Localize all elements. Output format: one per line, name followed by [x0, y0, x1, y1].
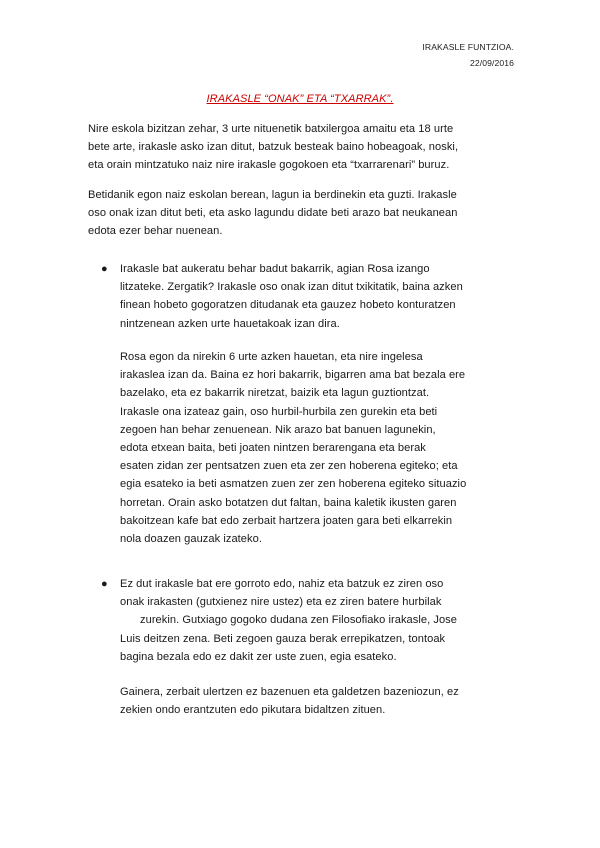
text-line: zegoen han behar zenuenean. Nik arazo bat banuen lagunekin, [120, 423, 436, 436]
text-line: litzateke. Zergatik? Irakasle oso onak izan ditut txikitatik, baina azken [120, 281, 463, 294]
bullet-icon: ● [101, 263, 108, 275]
second-paragraph [88, 186, 528, 241]
text-line: oso onak izan ditut beti, eta asko lagundu didate beti arazo bat neukanean [88, 207, 458, 220]
text-line: zekien ondo erantzuten edo pikutara bidaltzen zituen. [120, 704, 386, 717]
header-label: IRAKASLE FUNTZIOA. [422, 42, 514, 52]
header-date: 22/09/2016 [469, 58, 514, 68]
text-line: esaten zidan zer pentsatzen zuen eta zer zen hoberena egiteko; eta [120, 460, 458, 473]
bullet-icon: ● [101, 578, 108, 590]
text-line: bete arte, irakasle asko izan ditut, batzuk besteak baino hobeagoak, noski, [88, 141, 459, 154]
text-line: horretan. Orain asko botatzen dut faltan, baina kaletik ikusten garen [120, 496, 457, 509]
list-item-2 [120, 575, 530, 666]
text-line: edota ezer behar nuenean. [88, 225, 223, 238]
closing-paragraph [120, 683, 520, 719]
text-line: bagina bezala edo ez dakit zer uste zuen, egia esateko. [120, 650, 397, 663]
text-line: Nire eskola bizitzan zehar, 3 urte nituenetik batxilergoa amaitu eta 18 urte [88, 123, 454, 135]
text-line: irakaslea izan da. Baina ez hori bakarrik, bigarren ama bat bezala ere [120, 369, 466, 382]
page-header [422, 39, 514, 71]
text-line: Luis deitzen zena. Beti zegoen gauza berak errepikatzen, tontoak [120, 632, 446, 645]
text-line: Irakasle ona izateaz gain, oso hurbil-hurbila zen gurekin eta beti [120, 405, 438, 418]
text-line: bazelako, eta ez bakarrik niretzat, baizik eta lagun guztiontzat. [120, 387, 430, 400]
text-line: zurekin. Gutxiago gogoko dudana zen Filosofiako irakasle, Jose [140, 614, 457, 627]
document-title: IRAKASLE “ONAK” ETA “TXARRAK”. [206, 93, 394, 105]
text-line: bakoitzean kafe bat edo zerbait hartzera joaten gara beti elkarrekin [120, 514, 453, 527]
list-item-1 [120, 260, 520, 333]
text-line: egia esateko ia beti asmatzen zuen zer zen hoberena egiteko situazio [120, 478, 467, 491]
text-line: Irakasle bat aukeratu behar badut bakarrik, agian Rosa izango [120, 263, 430, 275]
text-line: Ez dut irakasle bat ere gorroto edo, nahiz eta batzuk ez ziren oso [120, 578, 444, 590]
text-line: Rosa egon da nirekin 6 urte azken hauetan, eta nire ingelesa [120, 351, 423, 363]
text-line: nola doazen gauzak izateko. [120, 533, 262, 546]
text-line: eta orain mintzatuko naiz nire irakasle gogokoen eta “txarrarenari” buruz. [88, 159, 450, 172]
text-line: onak irakasten (gutxienez nire ustez) eta ez ziren batere hurbilak [120, 596, 442, 609]
rosa-paragraph [120, 348, 530, 548]
text-line: finean hobeto gogoratzen ditudanak eta gauzez hobeto konturatzen [120, 299, 456, 312]
text-line: edota etxean baita, beti joaten nintzen berarengana eta berak [120, 442, 426, 455]
intro-paragraph [88, 120, 528, 175]
text-line: Gainera, zerbait ulertzen ez bazenuen eta galdetzen bazeniozun, ez [120, 686, 459, 698]
text-line: Betidanik egon naiz eskolan berean, lagun ia berdinekin eta guzti. Irakasle [88, 189, 457, 201]
text-line: nintzenean azken urte hauetakoak izan dira. [120, 317, 340, 330]
